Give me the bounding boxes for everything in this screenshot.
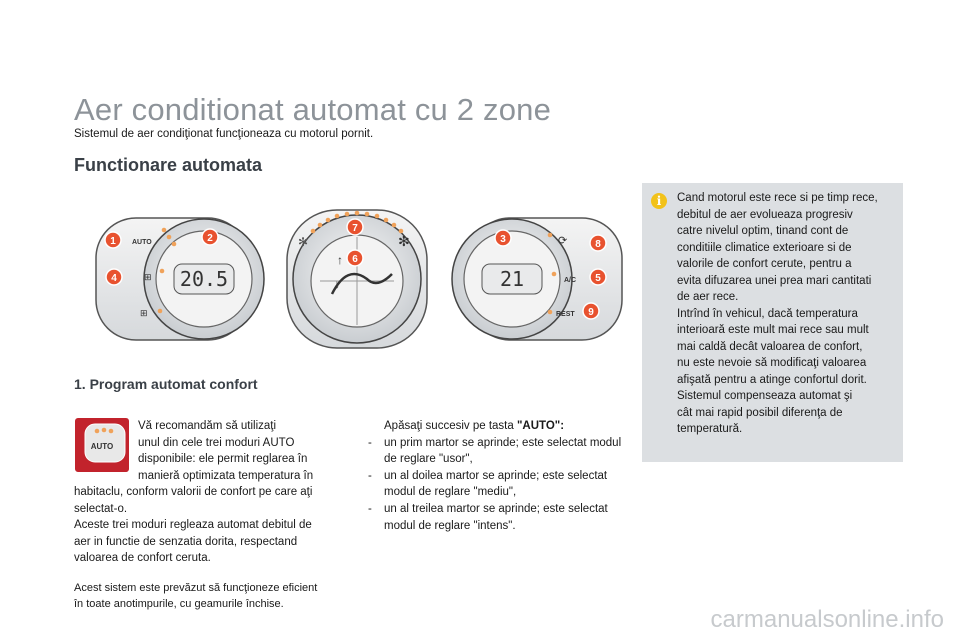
svg-text:6: 6 bbox=[352, 254, 358, 265]
ac-led bbox=[552, 272, 557, 277]
svg-text:5: 5 bbox=[595, 273, 601, 284]
right-temperature-display: 21 bbox=[499, 267, 525, 291]
info-icon: i bbox=[651, 193, 667, 209]
callout-3 bbox=[495, 230, 511, 246]
pointer-bullet-icon bbox=[366, 418, 384, 435]
recirculation-icon[interactable]: ⟳ bbox=[558, 235, 568, 247]
steps-intro: Apăsaţi succesiv pe tasta bbox=[384, 420, 517, 432]
recirculation-led bbox=[548, 233, 553, 238]
auto-led-3 bbox=[172, 242, 177, 247]
steps-key: "AUTO": bbox=[516, 420, 565, 432]
watermark: carmanualsonline.info bbox=[710, 606, 944, 633]
svg-text:8: 8 bbox=[595, 239, 601, 250]
svg-text:AUTO: AUTO bbox=[90, 442, 114, 451]
fan-high-icon[interactable]: ✻ bbox=[398, 233, 410, 249]
callout-2 bbox=[202, 229, 218, 245]
climate-panel-illustration bbox=[92, 204, 626, 354]
fan-low-icon[interactable]: ✻ bbox=[298, 235, 309, 249]
air-down-arrow-icon: ↓ bbox=[334, 277, 340, 291]
ac-button-label[interactable]: A/C bbox=[564, 277, 577, 284]
auto-button-label[interactable]: AUTO bbox=[132, 239, 152, 246]
list-item: - un al doilea martor se aprinde; este selectat modul de reglare "mediu", bbox=[368, 469, 608, 499]
auto-led-2 bbox=[167, 235, 172, 240]
rear-defrost-icon[interactable]: ⊞ bbox=[144, 272, 152, 282]
callout-8 bbox=[590, 235, 606, 251]
air-up-arrow-icon: ↑ bbox=[337, 253, 343, 267]
svg-text:3: 3 bbox=[500, 234, 506, 245]
callout-4 bbox=[106, 269, 122, 285]
front-defrost-icon[interactable]: ⊞ bbox=[140, 308, 148, 318]
callout-9 bbox=[583, 303, 599, 319]
callout-5 bbox=[590, 269, 606, 285]
sub-heading: 1. Program automat confort bbox=[74, 376, 258, 392]
front-defrost-led bbox=[158, 309, 163, 314]
svg-text:9: 9 bbox=[588, 307, 594, 318]
rest-led bbox=[548, 310, 553, 315]
auto-steps-list bbox=[366, 418, 626, 534]
info-text: Cand motorul este rece si pe timp rece, debitul de aer evolueaza progresiv catre nivelul optim, tinand cont de conditiile climatice exterioare si de valorile de confort cerute, pentru a evita difuzarea unei prea mari cantitati de aer rece. Intrînd în vehicul, dacă temperatura interioară este mult mai rece sau mult mai caldă decât valoarea de confort, nu este nevoie să modificaţi valoarea afişată pentru a atinge confortul dorit. Sistemul compenseaza automat şi cât mai rapid posibil diferenţa de temperatură. bbox=[677, 192, 878, 435]
svg-text:7: 7 bbox=[352, 223, 358, 234]
svg-text:2: 2 bbox=[207, 233, 213, 244]
callout-7 bbox=[347, 219, 363, 235]
callout-6 bbox=[347, 250, 363, 266]
auto-led-1 bbox=[162, 228, 167, 233]
page-subtitle: Sistemul de aer condiţionat funcţioneaza cu motorul pornit. bbox=[74, 128, 374, 140]
rear-defrost-led bbox=[160, 269, 165, 274]
list-item: - un al treilea martor se aprinde; este selectat modul de reglare "intens". bbox=[368, 502, 608, 532]
section-heading: Functionare automata bbox=[74, 155, 263, 175]
svg-text:4: 4 bbox=[111, 273, 117, 284]
auto-button-icon bbox=[75, 418, 129, 472]
paragraph-2: Acest sistem este prevăzut să funcţioneze eficient în toate anotimpurile, cu geamurile închise. bbox=[74, 582, 318, 610]
callout-1 bbox=[105, 232, 121, 248]
page-title: Aer conditionat automat cu 2 zone bbox=[74, 92, 552, 127]
rest-button-label[interactable]: REST bbox=[556, 311, 575, 318]
list-item: - un prim martor se aprinde; este selectat modul de reglare "usor", bbox=[368, 436, 622, 466]
left-temperature-display: 20.5 bbox=[179, 267, 229, 291]
paragraph-1-intro: Vă recomandăm să utilizaţi unul din cele trei moduri AUTO disponibile: ele permit reglarea în manieră optimizata temperatura în bbox=[138, 420, 314, 482]
svg-text:1: 1 bbox=[110, 236, 116, 247]
paragraph-1-body: habitaclu, conform valorii de confort pe care aţi selectat-o. Aceste trei moduri regleaza automat debitul de aer in functie de senzatia dorita, respectand valoarea de confort ceruta. bbox=[74, 486, 313, 565]
